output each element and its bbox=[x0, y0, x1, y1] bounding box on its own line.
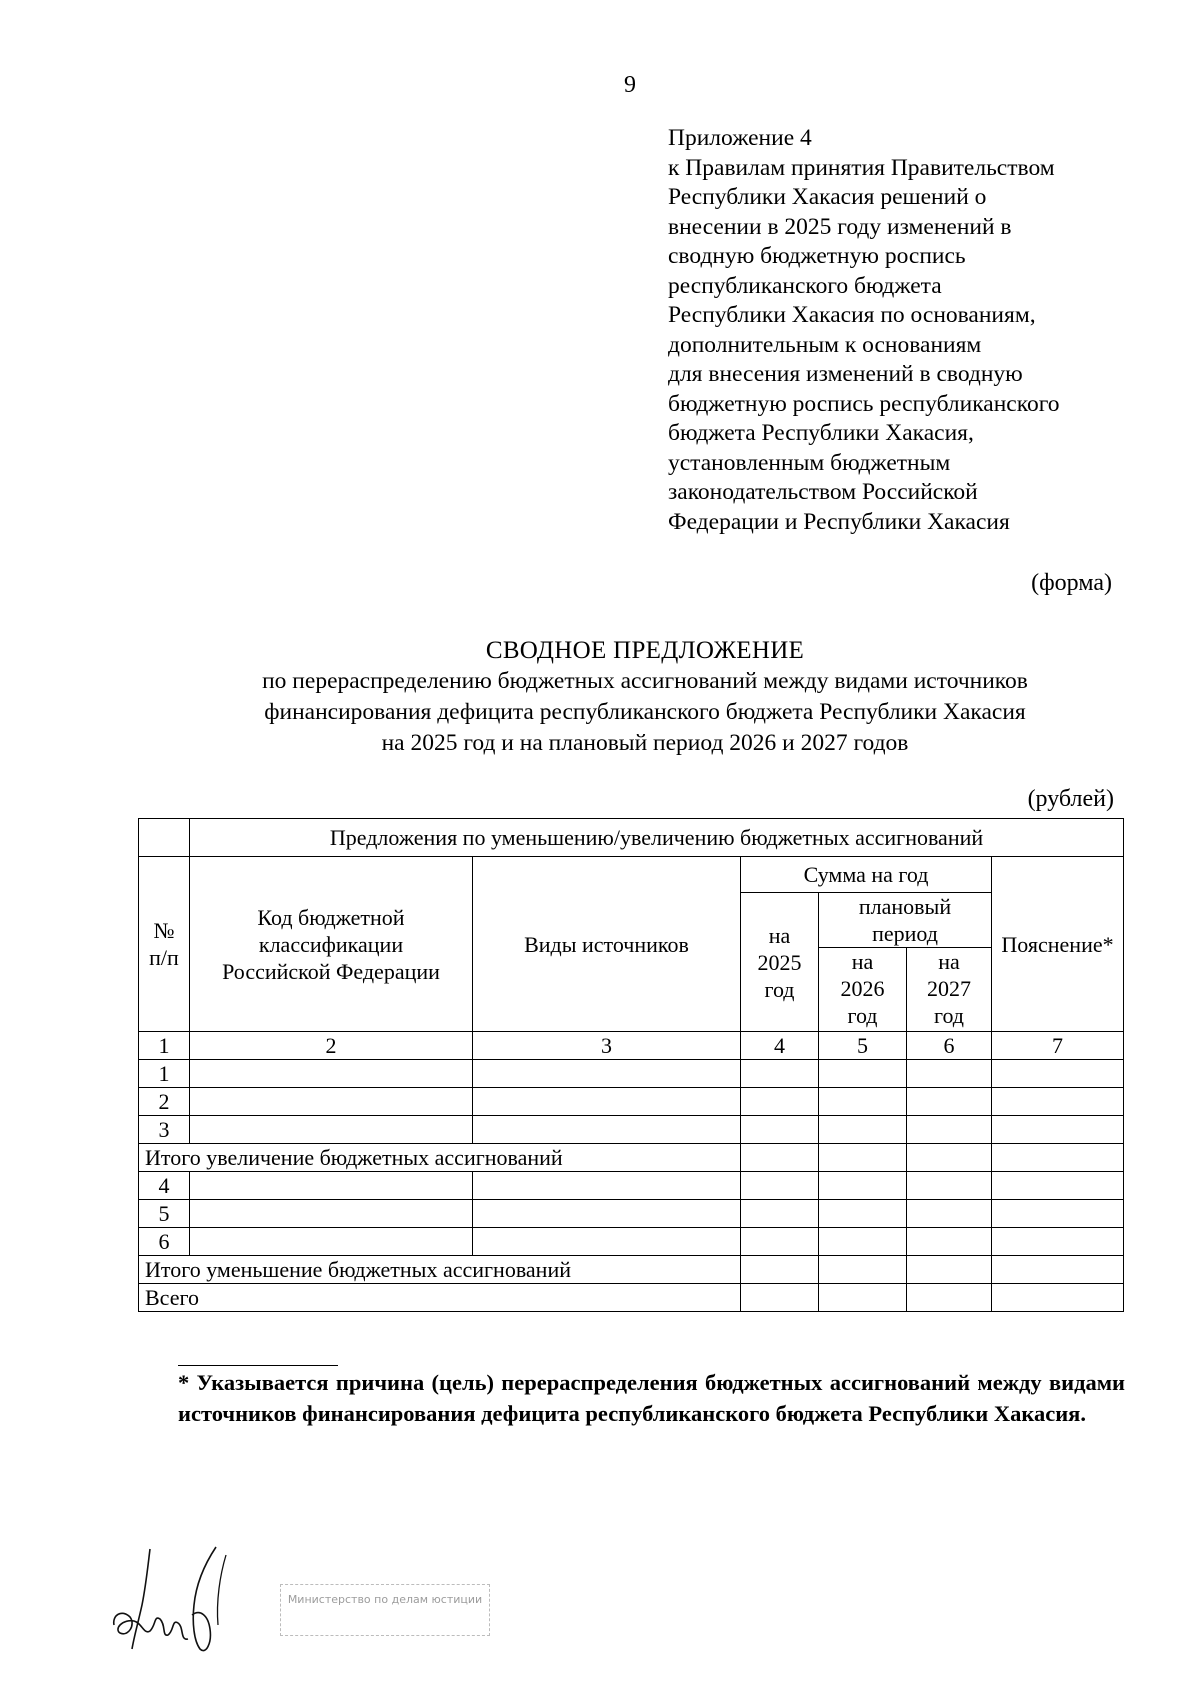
grand-total-row bbox=[139, 1284, 1124, 1312]
column-number: 5 bbox=[819, 1032, 907, 1060]
appendix-line: республиканского бюджета bbox=[668, 272, 942, 299]
appendix-line: бюджетную роспись республиканского bbox=[668, 390, 1060, 417]
column-number: 4 bbox=[741, 1032, 819, 1060]
signature-stroke bbox=[192, 1547, 216, 1651]
appendix-line: для внесения изменений в сводную bbox=[668, 361, 1023, 387]
footnote-text: * Указывается причина (цель) перераспределения бюджетных ассигнований между видами источников финансирования дефицита республиканского бюджета Республики Хакасия. bbox=[178, 1370, 1125, 1426]
column-number: 2 bbox=[190, 1032, 473, 1060]
row-number: 4 bbox=[139, 1172, 190, 1200]
table-row bbox=[139, 1200, 1124, 1228]
appendix-line: бюджета Республики Хакасия, bbox=[668, 420, 974, 446]
column-number: 7 bbox=[992, 1032, 1124, 1060]
stamp-text: Министерство по делам юстиции bbox=[287, 1593, 483, 1606]
appendix-line: законодательством Российской bbox=[668, 479, 978, 505]
column-number: 1 bbox=[139, 1032, 190, 1060]
subtitle-line: по перераспределению бюджетных ассигнований между видами источников bbox=[262, 668, 1028, 694]
appendix-line: Республики Хакасия по основаниям, bbox=[668, 302, 1036, 328]
col-header-sources: Виды источников bbox=[473, 857, 741, 1032]
appendix-line: сводную бюджетную роспись bbox=[668, 243, 966, 269]
reallocation-table bbox=[138, 818, 1124, 1312]
appendix-line: внесении в 2025 году изменений в bbox=[668, 213, 1012, 240]
footnote bbox=[178, 1367, 1125, 1429]
col-header-planned-period: плановый период bbox=[819, 893, 992, 948]
row-number: 1 bbox=[139, 1060, 190, 1088]
increase-total-label: Итого увеличение бюджетных ассигнований bbox=[139, 1144, 741, 1172]
signature-stroke bbox=[217, 1555, 226, 1625]
table-row bbox=[139, 1060, 1124, 1088]
column-number: 3 bbox=[473, 1032, 741, 1060]
appendix-line: Республики Хакасия решений о bbox=[668, 184, 987, 210]
appendix-line: к Правилам принятия Правительством bbox=[668, 154, 1055, 181]
subtitle-line: финансирования дефицита республиканского бюджета Республики Хакасия bbox=[264, 699, 1026, 725]
header-proposals: Предложения по уменьшению/увеличению бюджетных ассигнований bbox=[190, 819, 1124, 857]
col-header-code: Код бюджетной классификации Российской Федерации bbox=[190, 857, 473, 1032]
table-row bbox=[139, 1116, 1124, 1144]
appendix-line: дополнительным к основаниям bbox=[668, 331, 982, 358]
col-header-2025: на 2025 год bbox=[741, 893, 819, 1032]
table-row bbox=[139, 1088, 1124, 1116]
column-number-row bbox=[139, 1032, 1124, 1060]
row-number: 6 bbox=[139, 1228, 190, 1256]
col-header-number: № п/п bbox=[139, 857, 190, 1032]
form-label: (форма) bbox=[1031, 570, 1112, 596]
header-blank-cell bbox=[139, 819, 190, 857]
col-header-2026: на 2026 год bbox=[819, 948, 907, 1032]
document-title: СВОДНОЕ ПРЕДЛОЖЕНИЕ bbox=[485, 637, 805, 664]
table-row bbox=[139, 1172, 1124, 1200]
appendix-line: установленным бюджетным bbox=[668, 449, 951, 476]
units-label: (рублей) bbox=[1027, 786, 1114, 812]
col-header-2027: на 2027 год bbox=[907, 948, 992, 1032]
appendix-line: Приложение 4 bbox=[668, 125, 812, 151]
appendix-block bbox=[668, 124, 1060, 537]
decrease-total-row bbox=[139, 1256, 1124, 1284]
signature-stroke bbox=[114, 1613, 188, 1639]
signature-stroke bbox=[132, 1549, 150, 1649]
decrease-total-label: Итого уменьшение бюджетных ассигнований bbox=[139, 1256, 741, 1284]
footnote-divider bbox=[178, 1365, 338, 1366]
column-number: 6 bbox=[907, 1032, 992, 1060]
col-header-note: Пояснение* bbox=[992, 857, 1124, 1032]
table-row bbox=[139, 1228, 1124, 1256]
registration-stamp bbox=[280, 1584, 490, 1636]
subtitle-line: на 2025 год и на плановый период 2026 и 2027 годов bbox=[381, 730, 909, 756]
row-number: 5 bbox=[139, 1200, 190, 1228]
increase-total-row bbox=[139, 1144, 1124, 1172]
signature bbox=[108, 1545, 248, 1655]
grand-total-label: Всего bbox=[139, 1284, 741, 1312]
document-subtitle bbox=[0, 666, 1200, 759]
appendix-line: Федерации и Республики Хакасия bbox=[668, 508, 1010, 535]
row-number: 3 bbox=[139, 1116, 190, 1144]
page-number: 9 bbox=[624, 72, 636, 98]
row-number: 2 bbox=[139, 1088, 190, 1116]
col-header-sum: Сумма на год bbox=[741, 857, 992, 893]
